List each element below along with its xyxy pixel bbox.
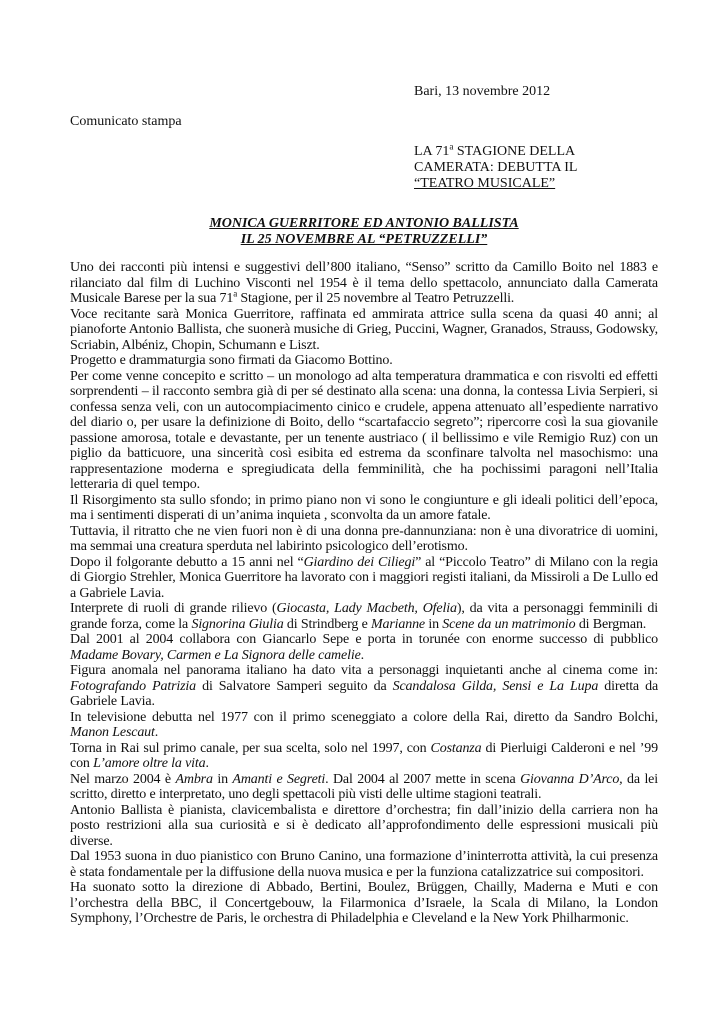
subtitle-line-1: MONICA GUERRITORE ED ANTONIO BALLISTA (209, 216, 519, 231)
text-run: di Pierluigi Calderoni e nel ’99 con (70, 740, 658, 771)
document-date: Bari, 13 novembre 2012 (414, 84, 551, 99)
text-run: Figura anomala nel panorama italiano ha dato vita a personaggi inquietanti anche al cinema come in: (70, 663, 658, 678)
italic-title: Manon Lescaut (70, 725, 155, 740)
paragraph-roles (70, 601, 658, 632)
italic-title: Giovanna D’Arco, (520, 771, 623, 787)
text-run: in (212, 771, 233, 787)
paragraph-orchestras: Ha suonato sotto la direzione di Abbado, Bertini, Boulez, Brüggen, Chailly, Maderna e Muti e con l’orchestra della BBC, il Concertgebouw, la Filarmonica d’Israele, la Scala di Milano, la London Symphony, l’Orchestre de Paris, le orchestra di Philadelphia e Cleveland e la New York Philharmonic. (70, 880, 658, 926)
text-run: Uno dei racconti più intensi e suggestivi dell’800 italiano, “Senso” scritto da Camillo Boito nel 1883 e rilanciato dal film di Luchino Visconti nel 1954 è il tema dello spettacolo, annunciato dalla Camerata Musicale Barese per la sua 71 (70, 260, 658, 306)
text-run: . Dal 2004 al 2007 mette in scena (325, 771, 521, 787)
paragraph-duo: Dal 1953 suona in duo pianistico con Bruno Canino, una formazione d’ininterrotta attività, la cui presenza è stata fondamentale per la diffusione della nuova musica e per la funziona catalizzatrice sui compositori. (70, 849, 658, 880)
text-run: . (360, 647, 364, 663)
paragraph-cinema (70, 663, 658, 710)
italic-title: Marianne (370, 616, 425, 632)
paragraph-ballista: Antonio Ballista è pianista, clavicembalista e direttore d’orchestra; fin dall’inizio della carriera non ha posto restrizioni alla sua curiosità e si è dedicato all’approfondimento delle espressioni musicali più diverse. (70, 802, 658, 849)
text-run: in (425, 616, 443, 632)
headline-line-1 (414, 141, 577, 160)
italic-title: Giardino dei Ciliegi (303, 554, 416, 570)
paragraph-television (70, 710, 658, 741)
text-run: di Strindberg e (283, 616, 371, 632)
text-run: Dal 2001 al 2004 collabora con Giancarlo Sepe e porta in torunée con enorme successo di pubblico (70, 632, 658, 647)
italic-title: Signorina Giulia (191, 616, 284, 632)
subtitle-line-2: IL 25 NOVEMBRE AL “PETRUZZELLI” (240, 232, 488, 247)
headline-line-2: CAMERATA: DEBUTTA IL (414, 160, 578, 175)
italic-title: Ambra (175, 771, 213, 787)
italic-title: Fotografando Patrizia (70, 678, 196, 694)
document-type-label: Comunicato stampa (70, 114, 182, 129)
headline-line-1-prefix: LA 71 (414, 144, 450, 159)
paragraph-risorgimento: Il Risorgimento sta sullo sfondo; in primo piano non vi sono le congiunture e gli ideali politici dell’epoca, ma i sentimenti disperati di un’anima inquieta , sconvolta da un amore fatale. (70, 492, 658, 523)
text-run: da lei scritto, diretto e interpretato, uno degli spettacoli più visti delle ultime stagioni teatrali. (70, 771, 658, 802)
paragraph-rai (70, 741, 658, 772)
event-subtitle (70, 216, 658, 248)
press-release-body (70, 260, 658, 927)
press-release-headline (414, 141, 578, 192)
text-run: ” al “Piccolo Teatro” di Milano con la regia di Giorgio Strehler, Monica Guerritore ha lavorato con i maggiori registi italiani, da Missiroli a De Lullo ed a Gabriele Lavia. (70, 554, 658, 601)
paragraph-theatre-2004 (70, 772, 658, 803)
paragraph-debut (70, 555, 658, 602)
italic-title: Scene da un matrimonio (442, 616, 576, 632)
text-run: Stagione, per il 25 novembre al Teatro Petruzzelli. (237, 291, 515, 306)
text-run: Interprete di ruoli di grande rilievo ( (70, 601, 277, 616)
text-run: In televisione debutta nel 1977 con il primo sceneggiato a colore della Rai, diretto da Sandro Bolchi, (70, 709, 658, 725)
headline-line-1-suffix: STAGIONE DELLA (453, 144, 576, 159)
text-run: Nel marzo 2004 è (70, 771, 176, 787)
paragraph-sepe (70, 632, 658, 663)
italic-title: Giocasta, Lady Macbeth, Ofelia (276, 601, 457, 616)
italic-title: Amanti e Segreti (232, 771, 326, 787)
text-run: ), da vita a personaggi femminili di grande forza, come la (70, 601, 658, 632)
text-run: Dopo il folgorante debutto a 15 anni nel “ (70, 554, 304, 570)
text-run: diretta da Gabriele Lavia. (70, 678, 659, 709)
italic-title: Costanza (430, 740, 482, 756)
text-run: . (154, 725, 159, 740)
italic-title: Scandalosa Gilda, Sensi e La Lupa (392, 678, 599, 694)
paragraph-story: Per come venne concepito e scritto – un monologo ad alta temperatura drammatica e con risvolti ed effetti sorprendenti – il racconto sembra già di per sé destinato alla scena: una donna, la contessa Livia Serpieri, si confessa senza veli, con un autocompiacimento cinico e crudele, appena attenuato all’espediente narrativo del diario o, per usare la definizione di Boito, dello “scartafaccio segreto”; ripercorre così la sua giovanile passione amorosa, totale e devastante, per un tenente austriaco ( il bellissimo e vile Remigio Ruz) con un piglio da batticuore, una sincerità così esibita ed estrema da sconfinare talvolta nel masochismo: una rappresentazione moderna e spregiudicata della femminilità, che ha pochissimi paragoni nell’Italia letteraria di quel tempo. (70, 368, 658, 492)
text-run: di Bergman. (575, 616, 647, 632)
ordinal-sup: a (233, 288, 238, 299)
text-run: di Salvatore Samperi seguito da (196, 678, 393, 694)
headline-ordinal-sup: a (449, 141, 454, 152)
paragraph-portrait: Tuttavia, il ritratto che ne vien fuori non è di una donna pre-dannunziana: non è una divoratrice di uomini, ma semmai una creatura sperduta nel labirinto psicologico dell’erotismo. (70, 523, 658, 554)
headline-line-3: “TEATRO MUSICALE” (414, 176, 556, 191)
paragraph-intro (70, 260, 658, 307)
text-run: . (205, 756, 209, 771)
paragraph-performers: Voce recitante sarà Monica Guerritore, raffinata ed ammirata attrice sulla scena da quasi 40 anni; al pianoforte Antonio Ballista, che suonerà musiche di Grieg, Puccini, Wagner, Granados, Strauss, Godowsky, Scriabin, Albéniz, Chopin, Schumann e Liszt. (70, 306, 658, 353)
text-run: Torna in Rai sul primo canale, per sua scelta, solo nel 1997, con (70, 740, 431, 756)
italic-title: L’amore oltre la vita (93, 756, 206, 771)
paragraph-credits: Progetto e drammaturgia sono firmati da Giacomo Bottino. (70, 353, 393, 368)
italic-title: Madame Bovary, Carmen e La Signora delle camelie (70, 647, 361, 663)
